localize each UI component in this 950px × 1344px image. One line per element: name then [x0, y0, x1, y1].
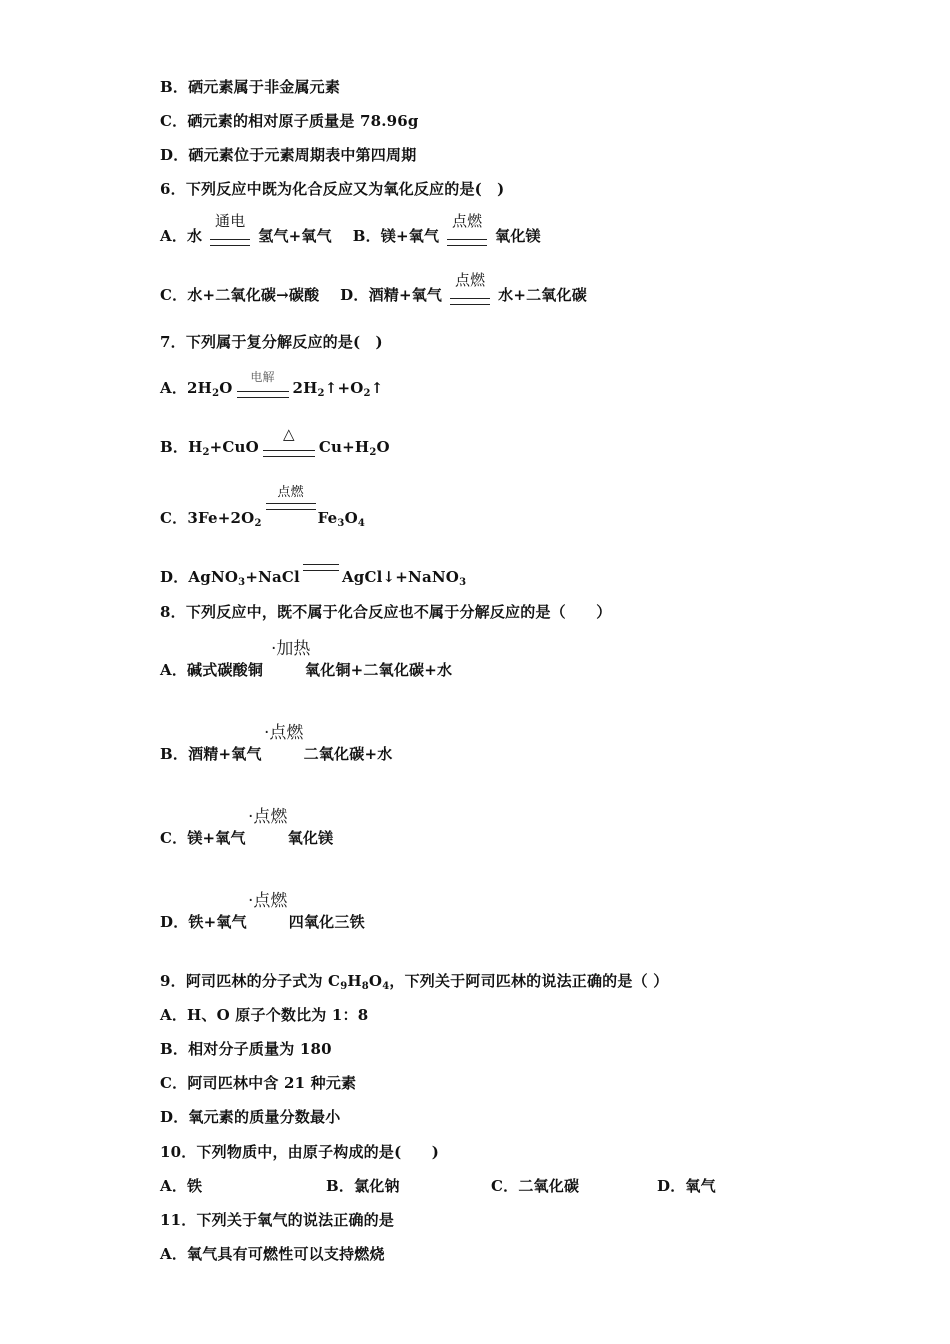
q11-option-a: A．氧气具有可燃性可以支持燃烧 — [160, 1245, 385, 1263]
q9-stem: 9．阿司匹林的分子式为 $C_9H_8O_4$，下列关于阿司匹林的说法正确的是（ ） — [160, 972, 669, 992]
q8-option-d: D．铁+氧气 四氧化三铁 — [160, 913, 365, 931]
q8-stem: 8．下列反应中，既不属于化合反应也不属于分解反应的是（ ） — [160, 603, 612, 621]
q6-option-a-condition: 通电 — [208, 227, 252, 247]
q8-option-a-condition: ·加热 — [271, 639, 311, 659]
q7-option-a-condition: 电解 — [235, 379, 291, 399]
q7-option-d-condition — [301, 568, 341, 588]
q8-option-a: A．碱式碳酸铜 氧化铜+二氧化碳+水 — [160, 661, 453, 679]
q6-stem: 6．下列反应中既为化合反应又为氧化反应的是( ) — [160, 180, 505, 198]
q9-option-c: C．阿司匹林中含 21 种元素 — [160, 1074, 357, 1092]
q8-option-c: C．镁+氧气 氧化镁 — [160, 829, 334, 847]
q9-option-b: B．相对分子质量为 180 — [160, 1040, 332, 1058]
q7-option-a: A．$2H_2O$ 电解 $2H_2↑+O_2↑$ — [160, 370, 384, 399]
q5-option-b: B．硒元素属于非金属元素 — [160, 78, 341, 96]
q10-option-a: A．铁 — [160, 1177, 203, 1195]
q10-option-b: B．氯化钠 — [326, 1177, 400, 1195]
q6-option-b-suffix: 氧化镁 — [495, 227, 541, 245]
q8-option-b: B．酒精+氧气 二氧化碳+水 — [160, 745, 393, 763]
q6-option-b-condition: 点燃 — [445, 227, 489, 247]
q7-option-c-condition: 点燃 — [264, 509, 318, 529]
q6-option-d-prefix: D．酒精+氧气 — [340, 286, 443, 304]
q5-option-c: C．硒元素的相对原子质量是 78.96g — [160, 112, 419, 130]
q6-option-c: C．水+二氧化碳→碳酸 — [160, 286, 320, 304]
q8-option-d-condition: ·点燃 — [248, 891, 288, 911]
q10-stem: 10．下列物质中，由原子构成的是( ) — [160, 1143, 440, 1161]
q7-option-b: B．$H_2+CuO$ △ $Cu+H_2O$ — [160, 425, 390, 458]
q6-option-a-prefix: A．水 — [160, 227, 203, 245]
q5-option-d: D．硒元素位于元素周期表中第四周期 — [160, 146, 417, 164]
q7-stem: 7．下列属于复分解反应的是( ) — [160, 333, 383, 351]
q9-option-a: A．H、O 原子个数比为 1：8 — [160, 1006, 369, 1024]
q8-option-b-condition: ·点燃 — [264, 723, 304, 743]
q6-option-d-condition: 点燃 — [448, 286, 492, 306]
q10-option-c: C．二氧化碳 — [491, 1177, 580, 1195]
q7-option-c: C．$3Fe+2O_2$ 点燃 $Fe_3O_4$ — [160, 485, 366, 529]
q7-option-d: D．AgNO$_3$+NaCl AgCl↓+NaNO$_3$ — [160, 567, 466, 593]
q6-option-b-prefix: B．镁+氧气 — [352, 227, 440, 245]
q6-options-cd — [160, 271, 587, 306]
q6-option-d-suffix: 水+二氧化碳 — [498, 286, 587, 304]
q6-options-ab — [160, 212, 541, 247]
q8-option-c-condition: ·点燃 — [248, 807, 288, 827]
q9-option-d: D．氧元素的质量分数最小 — [160, 1108, 341, 1126]
q10-option-d: D．氧气 — [657, 1177, 716, 1195]
q7-option-b-condition: △ — [261, 438, 317, 458]
q11-stem: 11．下列关于氧气的说法正确的是 — [160, 1211, 395, 1229]
q6-option-a-suffix: 氢气+氧气 — [258, 227, 332, 245]
